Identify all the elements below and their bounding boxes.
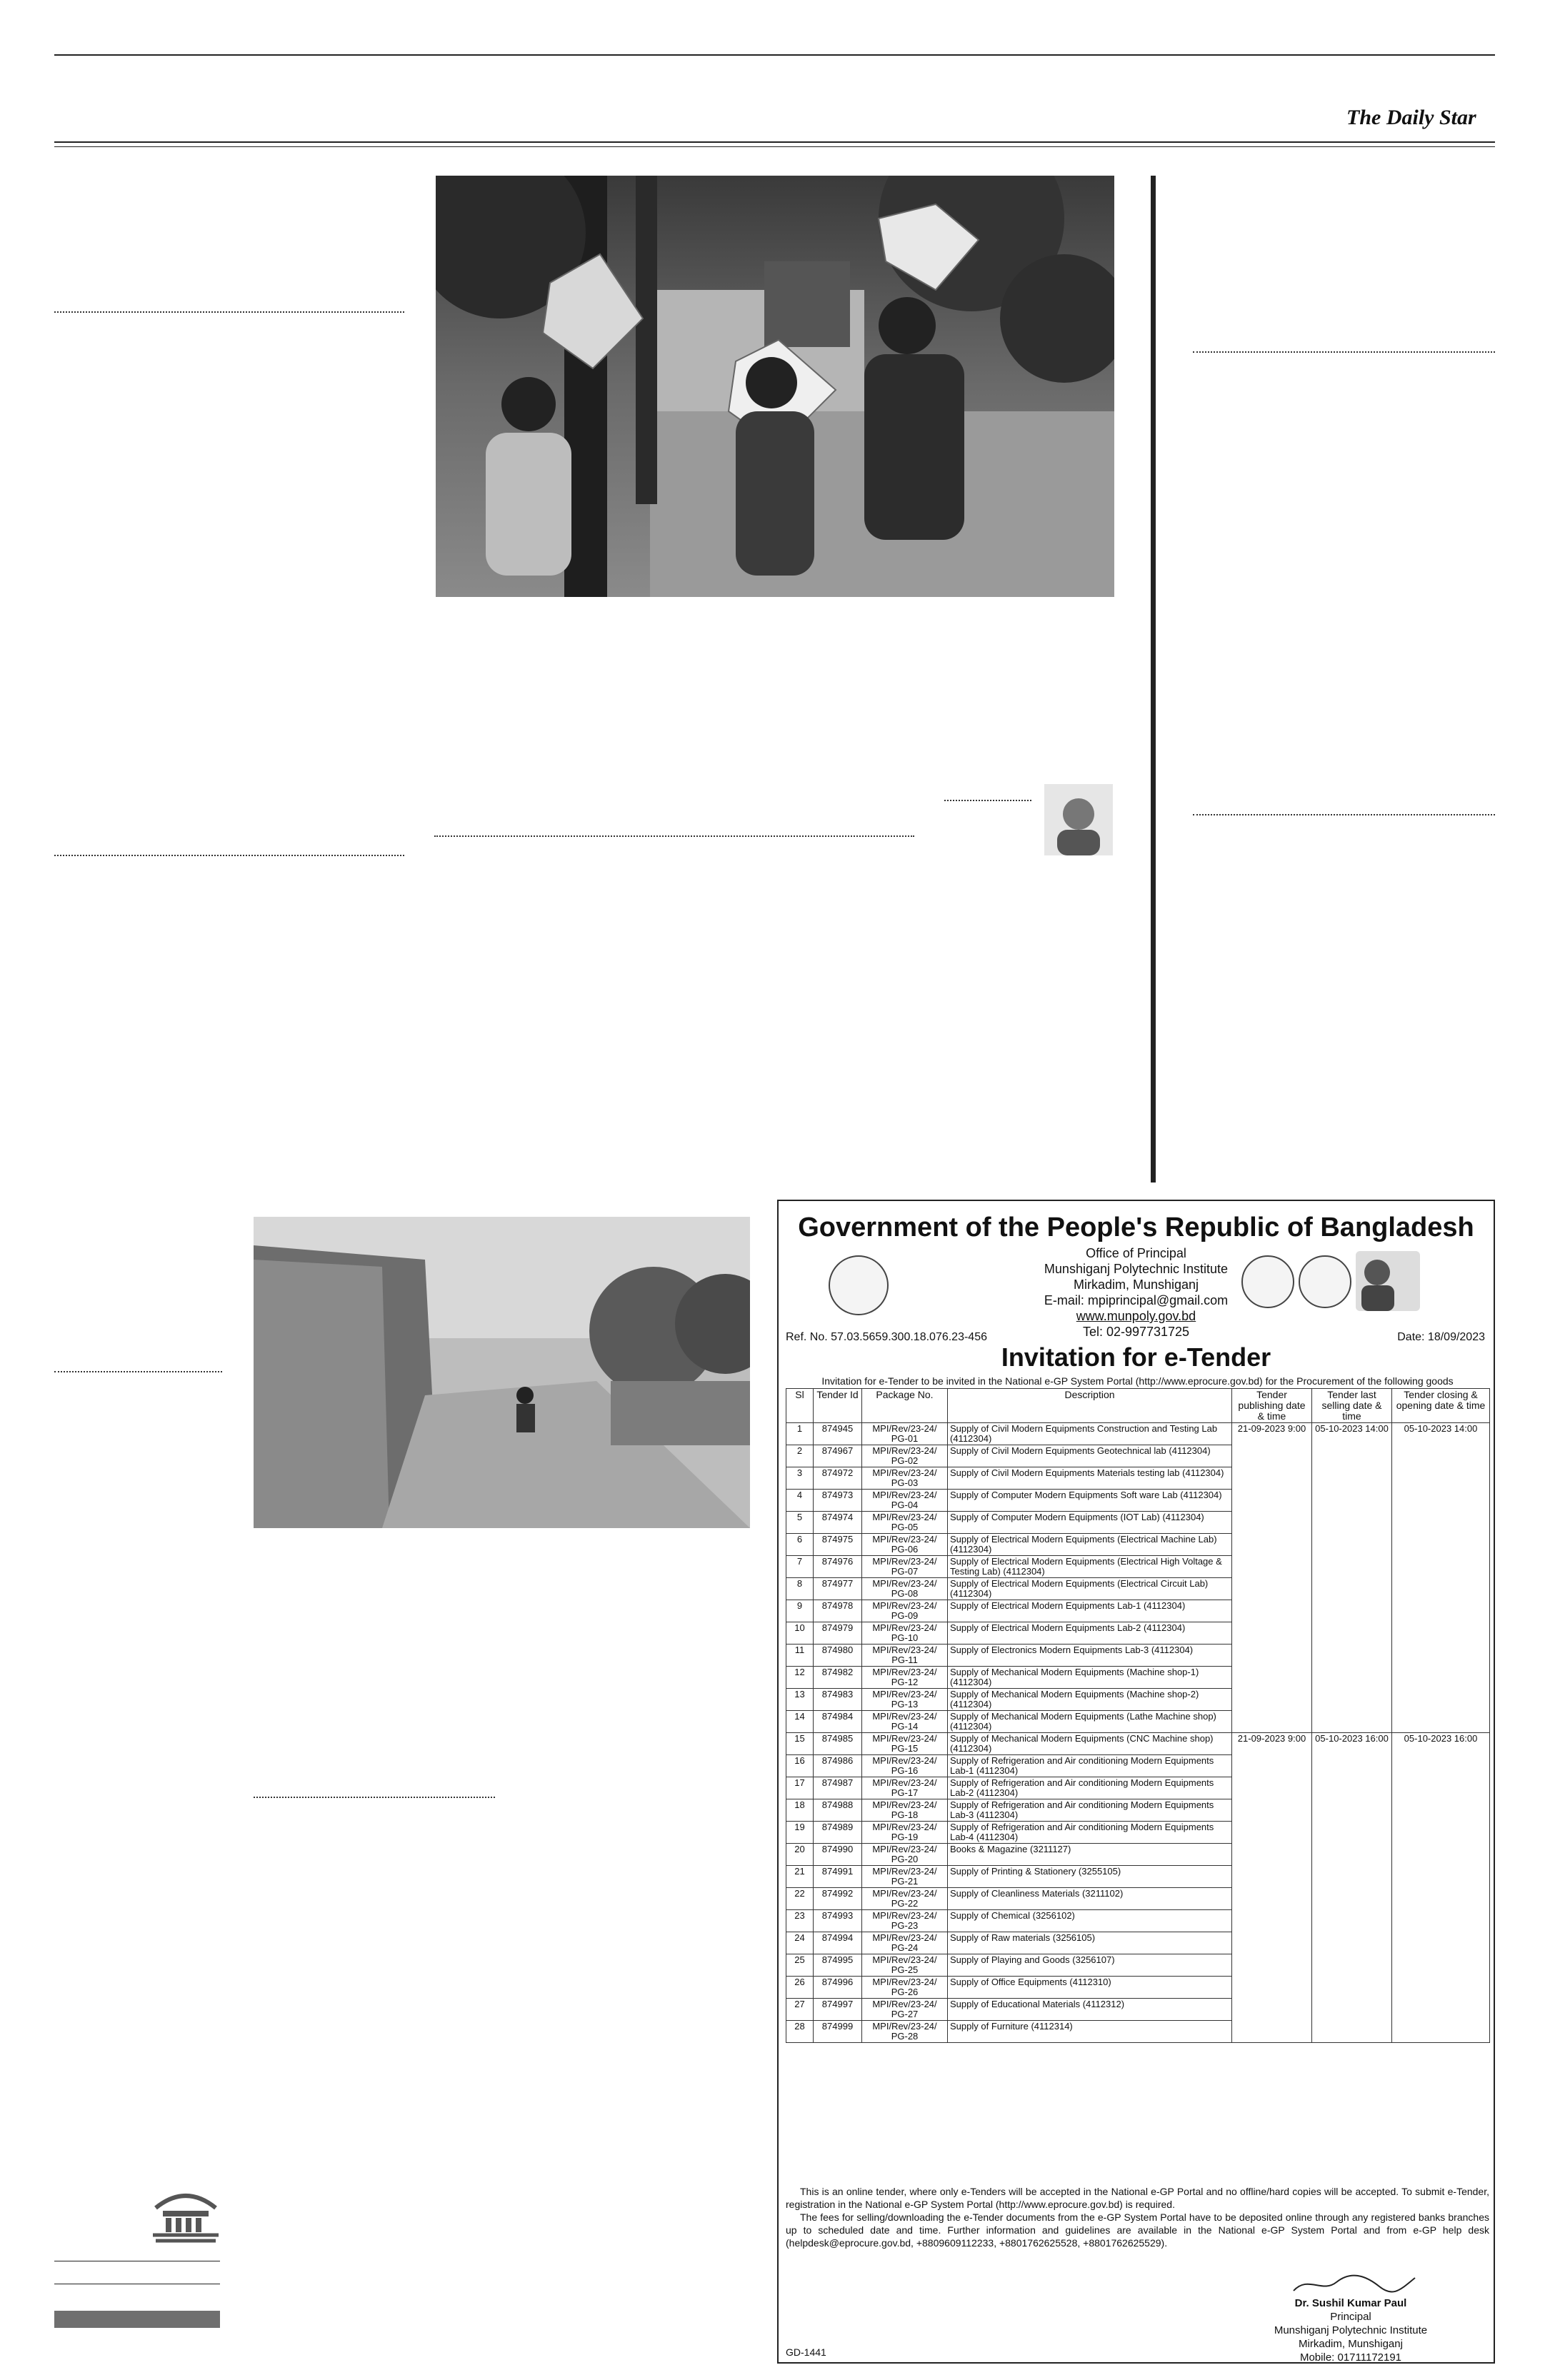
table-cell: Supply of Mechanical Modern Equipments (CNC Machine shop) (4112304)	[948, 1733, 1232, 1755]
top-rule	[54, 54, 1495, 56]
column-separator	[54, 1371, 222, 1372]
masthead-logo: The Daily Star	[1346, 106, 1476, 129]
table-cell: 874975	[814, 1534, 862, 1556]
tender-notice	[777, 1200, 1495, 2364]
table-cell: 6	[786, 1534, 814, 1556]
table-cell: 5	[786, 1512, 814, 1534]
table-cell: 874990	[814, 1844, 862, 1866]
table-cell: Supply of Computer Modern Equipments (IOT Lab) (4112304)	[948, 1512, 1232, 1534]
table-header: Package No.	[862, 1389, 948, 1423]
government-title: Government of the People's Republic of Bangladesh	[798, 1212, 1474, 1242]
table-cell: Supply of Civil Modern Equipments Materials testing lab (4112304)	[948, 1467, 1232, 1490]
table-cell: MPI/Rev/23-24/ PG-05	[862, 1512, 948, 1534]
table-cell: Supply of Mechanical Modern Equipments (Lathe Machine shop) (4112304)	[948, 1711, 1232, 1733]
column-separator	[944, 800, 1031, 801]
table-header: Tender last selling date & time	[1312, 1389, 1392, 1423]
table-cell: Supply of Electrical Modern Equipments (Electrical Machine Lab) (4112304)	[948, 1534, 1232, 1556]
table-cell: MPI/Rev/23-24/ PG-04	[862, 1490, 948, 1512]
table-cell: 874994	[814, 1932, 862, 1954]
table-cell: Supply of Cleanliness Materials (3211102)	[948, 1888, 1232, 1910]
table-cell: 12	[786, 1667, 814, 1689]
office-phone: Tel: 02-997731725	[1082, 1325, 1190, 1339]
table-cell: MPI/Rev/23-24/ PG-07	[862, 1556, 948, 1578]
column-separator	[254, 1797, 495, 1798]
header-rule-thin	[54, 146, 1495, 147]
table-cell: 26	[786, 1977, 814, 1999]
office-email: E-mail: mpiprincipal@gmail.com	[1044, 1293, 1229, 1307]
column-separator	[54, 855, 404, 856]
table-cell: 874976	[814, 1556, 862, 1578]
table-cell: MPI/Rev/23-24/ PG-15	[862, 1733, 948, 1755]
table-cell: MPI/Rev/23-24/ PG-26	[862, 1977, 948, 1999]
column-separator	[434, 835, 914, 837]
table-cell: 21	[786, 1866, 814, 1888]
table-cell: 874974	[814, 1512, 862, 1534]
table-cell: Supply of Refrigeration and Air conditioning Modern Equipments Lab-2 (4112304)	[948, 1777, 1232, 1799]
table-cell: 874992	[814, 1888, 862, 1910]
date-cell: 05-10-2023 16:00	[1312, 1733, 1392, 2043]
date-cell: 21-09-2023 9:00	[1232, 1733, 1312, 2043]
table-cell: MPI/Rev/23-24/ PG-06	[862, 1534, 948, 1556]
table-cell: MPI/Rev/23-24/ PG-10	[862, 1622, 948, 1645]
portrait-photo	[1044, 784, 1113, 855]
notice-date: Date: 18/09/2023	[1397, 1331, 1485, 1343]
table-cell: Supply of Educational Materials (4112312)	[948, 1999, 1232, 2021]
table-cell: 11	[786, 1645, 814, 1667]
table-cell: MPI/Rev/23-24/ PG-08	[862, 1578, 948, 1600]
table-cell: Supply of Electrical Modern Equipments (Electrical High Voltage & Testing Lab) (4112304)	[948, 1556, 1232, 1578]
table-cell: 16	[786, 1755, 814, 1777]
table-header: Tender publishing date & time	[1232, 1389, 1312, 1423]
table-cell: Supply of Raw materials (3256105)	[948, 1932, 1232, 1954]
column-separator	[54, 311, 404, 313]
signatory-line: Mirkadim, Munshiganj	[1299, 2338, 1403, 2350]
table-cell: 15	[786, 1733, 814, 1755]
table-cell: MPI/Rev/23-24/ PG-21	[862, 1866, 948, 1888]
signatory-name: Dr. Sushil Kumar Paul	[1294, 2297, 1407, 2309]
table-cell: 19	[786, 1822, 814, 1844]
table-cell: MPI/Rev/23-24/ PG-28	[862, 2021, 948, 2043]
tender-intro: Invitation for e-Tender to be invited in the National e-GP System Portal (http://www.eprocure.gov.bd) for the Procurement of the following goods	[821, 1375, 1454, 1387]
signatory-line: Principal	[1330, 2311, 1371, 2323]
table-cell: 874967	[814, 1445, 862, 1467]
office-line: Mirkadim, Munshiganj	[1073, 1277, 1199, 1292]
table-cell: MPI/Rev/23-24/ PG-09	[862, 1600, 948, 1622]
table-cell: 4	[786, 1490, 814, 1512]
table-cell: 10	[786, 1622, 814, 1645]
table-cell: MPI/Rev/23-24/ PG-01	[862, 1423, 948, 1445]
office-line: Munshiganj Polytechnic Institute	[1044, 1262, 1229, 1276]
table-cell: 874987	[814, 1777, 862, 1799]
table-cell: Supply of Printing & Stationery (3255105)	[948, 1866, 1232, 1888]
table-cell: Supply of Electrical Modern Equipments Lab-1 (4112304)	[948, 1600, 1232, 1622]
table-cell: Supply of Refrigeration and Air conditioning Modern Equipments Lab-3 (4112304)	[948, 1799, 1232, 1822]
building-logo-icon	[149, 2184, 223, 2245]
footer-gray-bar	[54, 2311, 220, 2328]
table-cell: 874996	[814, 1977, 862, 1999]
table-cell: Supply of Furniture (4112314)	[948, 2021, 1232, 2043]
table-cell: 28	[786, 2021, 814, 2043]
table-cell: 874989	[814, 1822, 862, 1844]
table-cell: 25	[786, 1954, 814, 1977]
table-cell: MPI/Rev/23-24/ PG-23	[862, 1910, 948, 1932]
table-cell: MPI/Rev/23-24/ PG-17	[862, 1777, 948, 1799]
table-cell: 874991	[814, 1866, 862, 1888]
table-cell: MPI/Rev/23-24/ PG-22	[862, 1888, 948, 1910]
table-header: Description	[948, 1389, 1232, 1423]
table-cell: MPI/Rev/23-24/ PG-18	[862, 1799, 948, 1822]
table-cell: Supply of Office Equipments (4112310)	[948, 1977, 1232, 1999]
footer-paragraph: This is an online tender, where only e-Tenders will be accepted in the National e-GP Portal and no offline/hard copies will be accepted. To submit e-Tender, registration in the National e-GP System Portal (http://www.eprocure.gov.bd) is required.	[786, 2186, 1489, 2210]
tender-heading: Invitation for e-Tender	[1001, 1342, 1271, 1372]
table-cell: MPI/Rev/23-24/ PG-16	[862, 1755, 948, 1777]
table-cell: 14	[786, 1711, 814, 1733]
table-cell: 874980	[814, 1645, 862, 1667]
table-row	[786, 1733, 1490, 1755]
office-website-link[interactable]: www.munpoly.gov.bd	[1076, 1309, 1196, 1323]
table-header: Tender Id	[814, 1389, 862, 1423]
table-cell: MPI/Rev/23-24/ PG-13	[862, 1689, 948, 1711]
table-cell: 9	[786, 1600, 814, 1622]
table-cell: 874988	[814, 1799, 862, 1822]
table-cell: Supply of Civil Modern Equipments Construction and Testing Lab (4112304)	[948, 1423, 1232, 1445]
footer-paragraph: The fees for selling/downloading the e-Tender documents from the e-GP System Portal have to be deposited online through any registered banks branches up to scheduled date and time. Further information and guidelines are available in the National e-GP System Portal and from e-GP help desk (helpdesk@eprocure.gov.bd, +8809609112233, +8801762625528, +8801762625529).	[786, 2211, 1489, 2249]
table-cell: MPI/Rev/23-24/ PG-27	[862, 1999, 948, 2021]
table-cell: 2	[786, 1445, 814, 1467]
table-cell: 874984	[814, 1711, 862, 1733]
tender-table	[786, 1388, 1490, 2043]
vertical-rule	[1151, 176, 1156, 1183]
date-cell: 21-09-2023 9:00	[1232, 1423, 1312, 1733]
table-cell: 874983	[814, 1689, 862, 1711]
table-cell: 18	[786, 1799, 814, 1822]
table-header: Sl	[786, 1389, 814, 1423]
table-cell: MPI/Rev/23-24/ PG-14	[862, 1711, 948, 1733]
table-cell: MPI/Rev/23-24/ PG-19	[862, 1822, 948, 1844]
gd-code: GD-1441	[786, 2346, 826, 2358]
table-cell: MPI/Rev/23-24/ PG-24	[862, 1932, 948, 1954]
table-cell: MPI/Rev/23-24/ PG-02	[862, 1445, 948, 1467]
table-cell: 27	[786, 1999, 814, 2021]
column-separator	[1193, 351, 1495, 353]
table-cell: 23	[786, 1910, 814, 1932]
table-cell: Supply of Electrical Modern Equipments (Electrical Circuit Lab) (4112304)	[948, 1578, 1232, 1600]
table-cell: 874999	[814, 2021, 862, 2043]
date-cell: 05-10-2023 14:00	[1392, 1423, 1490, 1733]
table-cell: 874982	[814, 1667, 862, 1689]
table-cell: 874986	[814, 1755, 862, 1777]
table-cell: 874993	[814, 1910, 862, 1932]
signatory-line: Mobile: 01711172191	[1299, 2351, 1402, 2364]
reference-number: Ref. No. 57.03.5659.300.18.076.23-456	[786, 1331, 987, 1343]
table-cell: 3	[786, 1467, 814, 1490]
table-cell: Supply of Mechanical Modern Equipments (Machine shop-1) (4112304)	[948, 1667, 1232, 1689]
table-cell: Supply of Chemical (3256102)	[948, 1910, 1232, 1932]
signature-block	[1258, 2272, 1444, 2364]
table-cell: MPI/Rev/23-24/ PG-25	[862, 1954, 948, 1977]
table-cell: MPI/Rev/23-24/ PG-03	[862, 1467, 948, 1490]
office-line: Office of Principal	[1086, 1246, 1186, 1260]
table-cell: 874997	[814, 1999, 862, 2021]
table-cell: 20	[786, 1844, 814, 1866]
table-cell: Supply of Refrigeration and Air conditioning Modern Equipments Lab-1 (4112304)	[948, 1755, 1232, 1777]
table-row	[786, 1423, 1490, 1445]
table-cell: 874977	[814, 1578, 862, 1600]
handwritten-signature	[1258, 2272, 1444, 2296]
kite-children-photo	[436, 176, 1114, 597]
table-cell: 874972	[814, 1467, 862, 1490]
table-cell: Supply of Electrical Modern Equipments Lab-2 (4112304)	[948, 1622, 1232, 1645]
date-cell: 05-10-2023 16:00	[1392, 1733, 1490, 2043]
header-rule	[54, 141, 1495, 143]
tender-footer	[786, 2185, 1489, 2249]
table-cell: 1	[786, 1423, 814, 1445]
table-cell: MPI/Rev/23-24/ PG-12	[862, 1667, 948, 1689]
signatory-line: Munshiganj Polytechnic Institute	[1274, 2324, 1428, 2336]
table-cell: 874973	[814, 1490, 862, 1512]
table-cell: Supply of Playing and Goods (3256107)	[948, 1954, 1232, 1977]
table-cell: 8	[786, 1578, 814, 1600]
jute-road-photo	[254, 1217, 750, 1528]
table-cell: 874978	[814, 1600, 862, 1622]
table-cell: 874979	[814, 1622, 862, 1645]
table-cell: Supply of Electronics Modern Equipments Lab-3 (4112304)	[948, 1645, 1232, 1667]
table-header: Tender closing & opening date & time	[1392, 1389, 1490, 1423]
table-cell: MPI/Rev/23-24/ PG-11	[862, 1645, 948, 1667]
table-cell: 17	[786, 1777, 814, 1799]
table-cell: 13	[786, 1689, 814, 1711]
table-cell: Books & Magazine (3211127)	[948, 1844, 1232, 1866]
table-cell: Supply of Mechanical Modern Equipments (Machine shop-2) (4112304)	[948, 1689, 1232, 1711]
table-cell: Supply of Civil Modern Equipments Geotechnical lab (4112304)	[948, 1445, 1232, 1467]
table-cell: 874995	[814, 1954, 862, 1977]
table-cell: 24	[786, 1932, 814, 1954]
table-cell: 7	[786, 1556, 814, 1578]
table-cell: MPI/Rev/23-24/ PG-20	[862, 1844, 948, 1866]
table-cell: 874945	[814, 1423, 862, 1445]
date-cell: 05-10-2023 14:00	[1312, 1423, 1392, 1733]
table-cell: Supply of Computer Modern Equipments Soft ware Lab (4112304)	[948, 1490, 1232, 1512]
table-cell: 874985	[814, 1733, 862, 1755]
table-cell: 22	[786, 1888, 814, 1910]
table-cell: Supply of Refrigeration and Air conditioning Modern Equipments Lab-4 (4112304)	[948, 1822, 1232, 1844]
column-separator	[1193, 814, 1495, 815]
